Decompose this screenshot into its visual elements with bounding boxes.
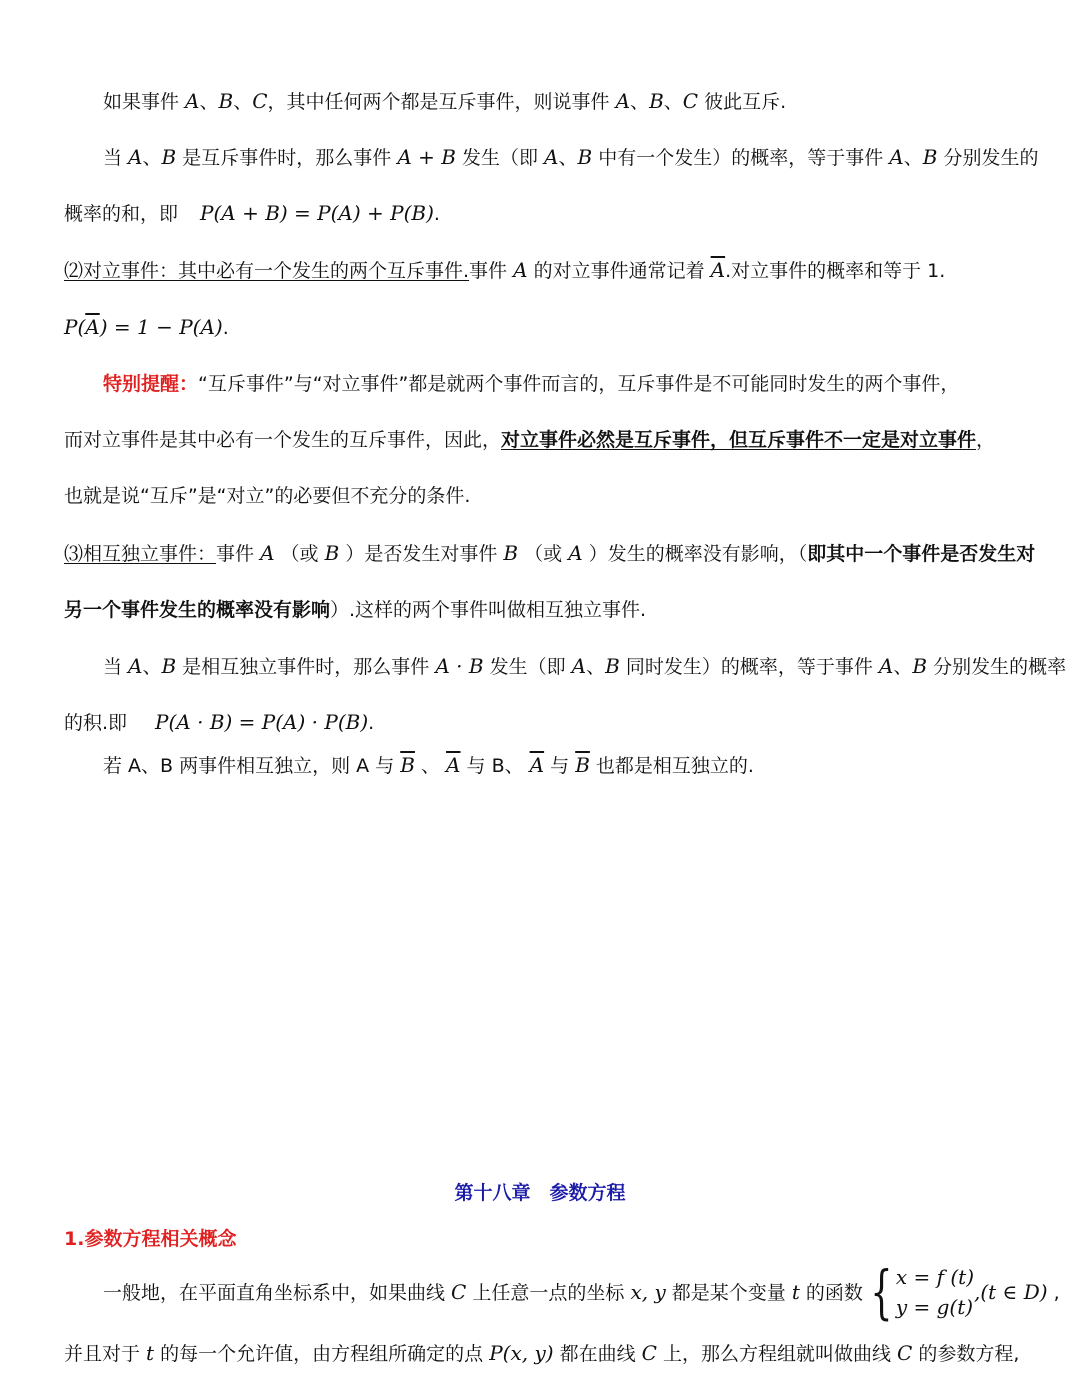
text: 、 (903, 147, 923, 169)
section-title: 1.参数方程相关概念 (64, 1228, 237, 1250)
math-A: A (260, 541, 275, 565)
text: 与 (544, 755, 576, 777)
text: 概率的和，即 (64, 203, 179, 225)
paragraph-parametric-definition (103, 1257, 1060, 1326)
math-B: B (605, 654, 620, 678)
math-B-bar: $\overline{B}$ (575, 753, 590, 777)
math-B: B (161, 654, 177, 678)
text: 事件 (469, 260, 514, 282)
text: 而对立事件是其中必有一个发生的互斥事件，因此， (64, 429, 502, 451)
text: 事件 (216, 543, 261, 565)
text: 、 (233, 91, 253, 113)
equation-system (863, 1257, 974, 1326)
math-B: B (218, 89, 234, 113)
paragraph-independent (64, 538, 1040, 569)
text: 、 (663, 91, 683, 113)
text: 是相互独立事件时，那么事件 (176, 656, 436, 678)
math-B: B (324, 541, 340, 565)
text: , (1047, 1282, 1060, 1304)
math-A-bar: $\overline{A}$ (85, 315, 100, 339)
text: ， (976, 429, 996, 451)
math-A: A (185, 89, 200, 113)
term-complementary-event: ⑵对立事件：其中必有一个发生的两个互斥事件. (64, 260, 470, 282)
text: （或 (518, 543, 569, 565)
chapter-title: 第十八章 参数方程 (454, 1182, 626, 1204)
text: 、 (586, 656, 606, 678)
text: 是互斥事件时，那么事件 (176, 147, 398, 169)
text: “互斥事件”与“对立事件”都是就两个事件而言的，互斥事件是不可能同时发生的两个事件， (198, 373, 960, 395)
text: 同时发生）的概率，等于事件 (619, 656, 879, 678)
text: 、 (199, 91, 219, 113)
text: 、 (893, 656, 913, 678)
text: 、 (630, 91, 650, 113)
text: 一般地，在平面直角坐标系中，如果曲线 (103, 1282, 452, 1304)
math-B: B (503, 541, 519, 565)
left-brace-icon: { (870, 1257, 893, 1326)
text: 分别发生的 (937, 147, 1039, 169)
math-C: C (641, 1341, 657, 1365)
text: 的积.即 (64, 712, 128, 734)
text: 也就是说“互斥”是“对立”的必要但不充分的条件. (64, 485, 471, 507)
formula-complement (64, 312, 1040, 343)
text: . (368, 712, 375, 734)
math-B: B (912, 654, 928, 678)
text: 发生（即 (455, 147, 545, 169)
math-domain: ,(t ∈ D) (974, 1280, 1048, 1304)
text: 与 B、 (460, 755, 530, 777)
system-rows (896, 1262, 974, 1322)
math-A-bar: $\overline{A}$ (529, 753, 545, 777)
paragraph-complementary (64, 255, 1040, 286)
formula-part: P( (64, 315, 86, 339)
text: 当 (103, 147, 129, 169)
text: 的对立事件通常记着 (527, 260, 711, 282)
math-B: B (649, 89, 664, 113)
equation-x: x = f (t) (895, 1264, 974, 1289)
math-A-bar: $\overline{A}$ (710, 258, 726, 282)
math-A-plus-B: A + B (397, 145, 456, 169)
math-A: A (128, 145, 143, 169)
paragraph-parametric-definition-cont (64, 1338, 1040, 1369)
paragraph-reminder-cont (64, 425, 1040, 455)
text: 如果事件 (103, 91, 186, 113)
formula-multiplication: P(A · B) = P(A) · P(B) (155, 710, 369, 734)
math-A: A (878, 654, 894, 678)
math-A: A (128, 654, 143, 678)
section-heading (64, 1224, 1040, 1254)
math-B: B (161, 145, 177, 169)
paragraph-special-reminder (103, 369, 1040, 399)
text: 都在曲线 (553, 1343, 642, 1365)
math-A-bar: $\overline{A}$ (446, 753, 461, 777)
text: ）.这样的两个事件叫做相互独立事件. (330, 599, 647, 621)
text: 、 (558, 147, 578, 169)
special-reminder-label: 特别提醒： (103, 373, 199, 395)
text: .对立事件的概率和等于 1. (725, 260, 946, 282)
math-A-dot-B: A · B (435, 654, 484, 678)
math-A: A (513, 258, 528, 282)
text: 并且对于 (64, 1343, 147, 1365)
math-B: B (577, 145, 593, 169)
equation-y: y = g(t) (895, 1294, 974, 1319)
math-B: B (922, 145, 938, 169)
text: 当 (103, 656, 129, 678)
text: 上任意一点的坐标 (466, 1282, 631, 1304)
text: 、 (414, 755, 447, 777)
text: 分别发生的概率 (927, 656, 1067, 678)
paragraph-exclusive-sum (103, 142, 1040, 173)
paragraph-independent-complements (103, 750, 1040, 781)
text: 、 (142, 656, 162, 678)
math-B-bar: $\overline{B}$ (400, 753, 415, 777)
emphasis-text: 即其中一个事件是否发生对 (807, 543, 1036, 565)
paragraph-necessary-condition (64, 481, 1040, 511)
emphasis-text: 对立事件必然是互斥事件，但互斥事件不一定是对立事件 (501, 429, 977, 451)
paragraph-product-formula (64, 707, 1040, 738)
math-t: t (791, 1280, 800, 1304)
math-x-y: x, y (630, 1280, 666, 1304)
text: 都是某个变量 (665, 1282, 792, 1304)
formula-addition: P(A + B) = P(A) + P(B) (200, 201, 434, 225)
text: 的每一个允许值，由方程组所确定的点 (154, 1343, 490, 1365)
paragraph-independent-product (103, 651, 1067, 682)
math-A: A (889, 145, 904, 169)
text: ）是否发生对事件 (339, 543, 504, 565)
text: 的函数 (799, 1282, 863, 1304)
term-independent-event: ⑶相互独立事件： (64, 543, 217, 565)
math-P-x-y: P(x, y) (489, 1341, 554, 1365)
text: . (222, 317, 229, 339)
text: ，其中任何两个都是互斥事件，则说事件 (267, 91, 616, 113)
text: 若 A、B 两事件相互独立，则 A 与 (103, 755, 401, 777)
text: 也都是相互独立的. (589, 755, 754, 777)
text: . (433, 203, 440, 225)
math-C: C (682, 89, 699, 113)
text: 彼此互斥. (698, 91, 787, 113)
math-A: A (615, 89, 631, 113)
math-C: C (897, 1341, 913, 1365)
math-C: C (451, 1280, 467, 1304)
math-A: A (568, 541, 583, 565)
text: ）发生的概率没有影响，（ (582, 543, 808, 565)
math-C: C (252, 89, 268, 113)
text: 、 (142, 147, 162, 169)
text: 上，那么方程组就叫做曲线 (656, 1343, 898, 1365)
text: （或 (274, 543, 325, 565)
math-t: t (146, 1341, 155, 1365)
emphasis-text: 另一个事件发生的概率没有影响 (64, 599, 331, 621)
text: 发生（即 (483, 656, 572, 678)
math-A: A (571, 654, 587, 678)
formula-part: ) = 1 − P(A) (99, 315, 223, 339)
text: 的参数方程, (912, 1343, 1020, 1365)
text: 中有一个发生）的概率，等于事件 (592, 147, 890, 169)
paragraph-sum-formula (64, 198, 1040, 229)
math-A: A (544, 145, 559, 169)
paragraph-independent-cont (64, 595, 1040, 625)
paragraph-mutually-exclusive-three (103, 86, 1040, 117)
